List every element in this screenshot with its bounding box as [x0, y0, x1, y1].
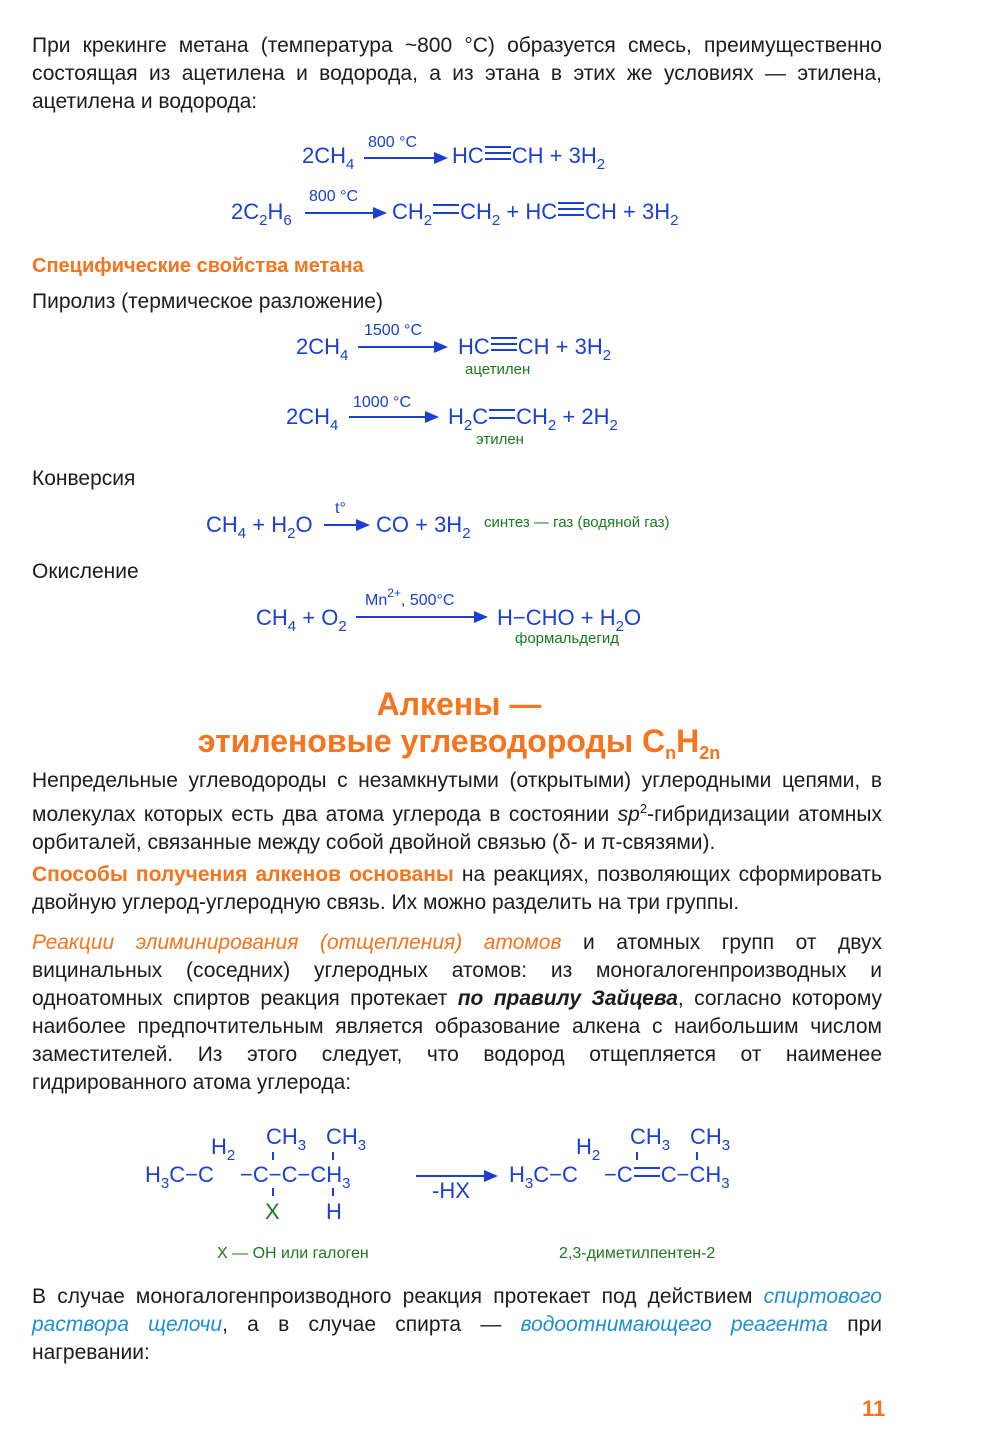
- pyrolysis-condition-2: 1000 °C: [353, 394, 411, 411]
- reaction-arrow: [324, 524, 368, 526]
- scheme-right-main: $H_3C-C$: [509, 1162, 578, 1192]
- page-number: 11: [862, 1396, 886, 1421]
- cracking-equation-2: $2C_2H_6$: [231, 199, 292, 229]
- conversion-product: CO + $3H_2$: [376, 512, 471, 542]
- pyrolysis-label: Пиролиз (термическое разложение): [32, 290, 383, 313]
- cracking-equation-1: $2CH_4$: [302, 143, 355, 173]
- reaction-arrow: [349, 416, 437, 418]
- pyrolysis-product-1: HC CH + $3H_2$: [458, 334, 612, 364]
- alkenes-title-line-2: этиленовые углеводороды $C_nH_{2n}$: [197, 723, 721, 763]
- cracking-product-1: HC CH + $3H_2$: [452, 143, 606, 173]
- oxidation-condition: $Mn^{2+}$, 500°C: [365, 586, 455, 609]
- double-bond: [634, 1167, 660, 1177]
- cracking-product-2: $CH_2$ $CH_2$ + HC CH + $3H_2$: [392, 199, 679, 229]
- formaldehyde-label: формальдегид: [515, 630, 619, 647]
- scheme-left-h: H: [326, 1199, 342, 1224]
- triple-bond: [485, 146, 511, 160]
- oxidation-product: $H-CHO + H_2O$: [497, 605, 642, 635]
- conversion-label: Конверсия: [32, 467, 136, 490]
- scheme-right-h2: $H_2$: [576, 1134, 601, 1164]
- intro-paragraph: При крекинге метана (температура ~800 °С) образуется смесь, преимущественно состоящая из ацетилена и водорода, а из этана в этих же условиях — этилена, ацетилена и водорода:: [32, 34, 882, 113]
- pyrolysis-equation-2: $2CH_4$: [286, 404, 339, 434]
- scheme-left-h2: $H_2$: [211, 1134, 236, 1164]
- bond-line: [272, 1152, 274, 1160]
- pyrolysis-equation-1: $2CH_4$: [296, 334, 349, 364]
- scheme-right-c2: −C $C-CH_3$: [604, 1162, 730, 1192]
- section-heading-methane: Специфические свойства метана: [32, 255, 364, 277]
- bond-line: [272, 1188, 274, 1196]
- double-bond: [433, 204, 459, 214]
- scheme-right-ch3-a: $CH_3$: [630, 1124, 671, 1154]
- scheme-left-ch3-b: $CH_3$: [326, 1124, 367, 1154]
- elimination-paragraph: Реакции элиминирования (отщепления) атомов и атомных групп от двух вицинальных (соседних) углеродных атомов: из моногалогенпроизводных и одноатомных спиртов реакция протекает по правилу Зайцева, согласно которому наиболее предпочтительным является образование алкена с наибольшим числом заместителей. Из этого следует, что водород отщепляется от наименее гидрированного атома углерода:: [32, 931, 882, 1094]
- pyrolysis-condition-1: 1500 °C: [364, 322, 422, 339]
- methods-paragraph: Способы получения алкенов основаны на реакциях, позволяющих сформировать двойную углерод-углеродную связь. Их можно разделить на три группы.: [32, 863, 882, 914]
- bond-line: [332, 1188, 334, 1196]
- reaction-arrow: [364, 157, 446, 159]
- scheme-right-label: 2,3-диметилпентен-2: [559, 1245, 716, 1262]
- reaction-arrow: [305, 212, 385, 214]
- scheme-left-label: X — OH или галоген: [217, 1245, 369, 1262]
- triple-bond: [558, 202, 584, 216]
- conversion-equation: $CH_4 + H_2O$: [206, 512, 313, 542]
- scheme-left-ch3-a: $CH_3$: [266, 1124, 307, 1154]
- pyrolysis-product-2: $H_2C$ $CH_2 + 2H_2$: [448, 404, 618, 434]
- final-paragraph: В случае моногалогенпроизводного реакция протекает под действием спиртового раствора щелочи, а в случае спирта — водоотнимающего реагента при нагревании:: [32, 1285, 882, 1364]
- bond-line: [636, 1152, 638, 1160]
- bond-line: [696, 1152, 698, 1160]
- triple-bond: [491, 337, 517, 351]
- reaction-arrow: [356, 616, 486, 618]
- scheme-left-x: X: [265, 1199, 280, 1224]
- oxidation-label: Окисление: [32, 560, 139, 583]
- double-bond: [489, 409, 515, 419]
- scheme-right-ch3-b: $CH_3$: [690, 1124, 731, 1154]
- acetylene-label: ацетилен: [465, 361, 531, 378]
- cracking-condition-2: 800 °C: [309, 188, 359, 205]
- oxidation-equation: $CH_4 + O_2$: [256, 605, 347, 635]
- cracking-condition-1: 800 °C: [368, 134, 418, 151]
- alkenes-title-line-1: Алкены —: [376, 686, 542, 722]
- ethylene-label: этилен: [476, 431, 524, 448]
- reaction-arrow: [358, 346, 446, 348]
- scheme-left-c2: $-C-C-CH_3$: [240, 1162, 351, 1192]
- alkenes-definition: Непредельные углеводороды с незамкнутыми (открытыми) углеродными цепями, в молекулах которых есть два атома углерода в состоянии $sp^2$-гибридизации атомных орбиталей, связанные между собой двойной связью (δ- и π-связями).: [32, 769, 883, 854]
- bond-line: [332, 1152, 334, 1160]
- scheme-reagent: -HX: [432, 1178, 470, 1203]
- scheme-left-main: $H_3C-C$: [145, 1162, 214, 1192]
- syngas-label: синтез — газ (водяной газ): [484, 514, 670, 531]
- reaction-arrow: [416, 1175, 496, 1177]
- conversion-condition: t°: [335, 500, 346, 517]
